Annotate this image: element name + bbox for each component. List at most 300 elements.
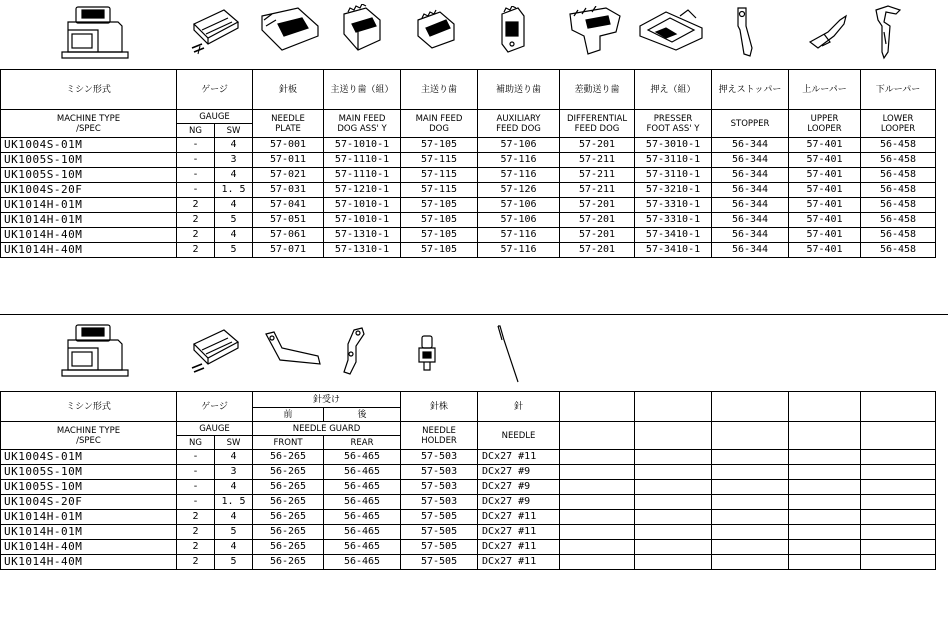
empty-cell (560, 465, 635, 480)
feed-dog-assembly-icon (258, 6, 322, 54)
cell-guard-front: 56-265 (253, 555, 324, 570)
label-line-2: HOLDER (421, 435, 457, 446)
cell-ng: 2 (177, 555, 215, 570)
cell-sw: 4 (215, 450, 253, 465)
col-header-gauge-jp: ゲージ (177, 392, 253, 422)
header-row-en-1 (1, 422, 936, 436)
parts-illustrations-top (0, 0, 948, 70)
col-header-machine-en (1, 422, 177, 450)
gauge-plate-icon (188, 328, 244, 378)
label-line-2: LOOPER (880, 123, 916, 134)
table-row (1, 183, 936, 198)
cell-diff-feed-dog: 57-201 (560, 243, 635, 258)
cell-main-feed-dog: 57-115 (401, 183, 478, 198)
cell-diff-feed-dog: 57-201 (560, 228, 635, 243)
empty-cell (861, 480, 936, 495)
empty-cell (861, 422, 936, 450)
sewing-machine-icon (58, 4, 132, 62)
empty-cell (635, 525, 712, 540)
main-feed-dog-icon (412, 8, 460, 52)
cell-guard-front: 56-265 (253, 495, 324, 510)
cell-guard-front: 56-265 (253, 450, 324, 465)
label-line-1: NEEDLE (422, 425, 456, 436)
col-header-presser-foot-en (635, 110, 712, 138)
empty-cell (635, 540, 712, 555)
cell-main-feed-dog-assy: 57-1010-1 (324, 138, 401, 153)
needle-icon (492, 324, 522, 384)
spec-label: /SPEC (76, 435, 101, 446)
empty-cell (712, 495, 789, 510)
empty-cell (712, 540, 789, 555)
parts-table-top (0, 69, 936, 258)
table-row (1, 540, 936, 555)
cell-needle-holder: 57-503 (401, 480, 478, 495)
header-row-jp (1, 70, 936, 110)
cell-lower-looper: 56-458 (861, 213, 936, 228)
col-header-aux-feed-dog-jp: 補助送り歯 (478, 70, 560, 110)
cell-guard-rear: 56-465 (324, 480, 401, 495)
cell-presser-foot: 57-3110-1 (635, 153, 712, 168)
parts-table-bottom-body (1, 450, 936, 570)
cell-sw: 4 (215, 198, 253, 213)
header-row-en-1 (1, 110, 936, 124)
cell-stopper: 56-344 (712, 228, 789, 243)
cell-upper-looper: 57-401 (789, 228, 861, 243)
empty-cell (789, 422, 861, 450)
empty-cell (635, 555, 712, 570)
col-header-gauge-en: GAUGE (177, 422, 253, 436)
cell-needle-plate: 57-001 (253, 138, 324, 153)
cell-model: UK1014H-01M (1, 510, 177, 525)
cell-lower-looper: 56-458 (861, 198, 936, 213)
cell-main-feed-dog: 57-105 (401, 198, 478, 213)
table-row (1, 138, 936, 153)
cell-stopper: 56-344 (712, 243, 789, 258)
machine-type-label: MACHINE TYPE (56, 425, 121, 436)
empty-cell (789, 392, 861, 422)
col-header-gauge-en: GAUGE (177, 110, 253, 124)
cell-needle-holder: 57-503 (401, 465, 478, 480)
cell-model: UK1005S-10M (1, 168, 177, 183)
cell-aux-feed-dog: 57-116 (478, 243, 560, 258)
cell-model: UK1014H-40M (1, 243, 177, 258)
table-row (1, 153, 936, 168)
cell-main-feed-dog-assy: 57-1010-1 (324, 213, 401, 228)
cell-needle-plate: 57-061 (253, 228, 324, 243)
col-header-machine-jp: ミシン形式 (1, 70, 177, 110)
cell-needle: DCx27 #11 (478, 540, 560, 555)
cell-lower-looper: 56-458 (861, 228, 936, 243)
empty-cell (789, 465, 861, 480)
cell-sw: 5 (215, 213, 253, 228)
cell-needle: DCx27 #11 (478, 450, 560, 465)
empty-cell (861, 495, 936, 510)
label-line-2: FEED DOG (574, 123, 620, 134)
cell-diff-feed-dog: 57-211 (560, 153, 635, 168)
table-row (1, 213, 936, 228)
cell-lower-looper: 56-458 (861, 168, 936, 183)
cell-model: UK1014H-01M (1, 525, 177, 540)
cell-presser-foot: 57-3410-1 (635, 243, 712, 258)
cell-needle-plate: 57-071 (253, 243, 324, 258)
cell-model: UK1014H-01M (1, 213, 177, 228)
col-header-presser-foot-jp: 押え（組） (635, 70, 712, 110)
label-line-1: AUXILIARY (496, 113, 541, 124)
table-row (1, 168, 936, 183)
needle-plate-icon (188, 8, 244, 58)
cell-ng: 2 (177, 228, 215, 243)
auxiliary-feed-dog-icon (494, 6, 530, 56)
cell-ng: 2 (177, 243, 215, 258)
label-line-2: LOOPER (807, 123, 842, 134)
cell-sw: 1. 5 (215, 183, 253, 198)
col-header-front-en: FRONT (253, 436, 324, 450)
cell-needle-holder: 57-503 (401, 495, 478, 510)
cell-model: UK1004S-20F (1, 495, 177, 510)
cell-needle: DCx27 #11 (478, 525, 560, 540)
table-row (1, 465, 936, 480)
cell-main-feed-dog-assy: 57-1310-1 (324, 243, 401, 258)
cell-needle-holder: 57-505 (401, 525, 478, 540)
col-header-lower-looper-jp: 下ルーパー (861, 70, 936, 110)
cell-diff-feed-dog: 57-201 (560, 213, 635, 228)
cell-model: UK1004S-20F (1, 183, 177, 198)
cell-upper-looper: 57-401 (789, 168, 861, 183)
cell-aux-feed-dog: 57-116 (478, 153, 560, 168)
cell-presser-foot: 57-3410-1 (635, 228, 712, 243)
cell-presser-foot: 57-3210-1 (635, 183, 712, 198)
cell-model: UK1014H-01M (1, 198, 177, 213)
cell-needle: DCx27 #9 (478, 465, 560, 480)
table-row (1, 525, 936, 540)
cell-lower-looper: 56-458 (861, 138, 936, 153)
table-row (1, 450, 936, 465)
cell-needle-holder: 57-505 (401, 510, 478, 525)
col-header-main-feed-dog-assy-en (324, 110, 401, 138)
empty-cell (861, 392, 936, 422)
needle-guard-front-icon (262, 330, 324, 370)
empty-cell (712, 392, 789, 422)
cell-model: UK1004S-01M (1, 450, 177, 465)
cell-main-feed-dog-assy: 57-1310-1 (324, 228, 401, 243)
empty-cell (861, 465, 936, 480)
cell-aux-feed-dog: 57-126 (478, 183, 560, 198)
cell-ng: - (177, 183, 215, 198)
empty-cell (635, 510, 712, 525)
cell-stopper: 56-344 (712, 153, 789, 168)
cell-model: UK1004S-01M (1, 138, 177, 153)
col-header-sw: SW (215, 436, 253, 450)
col-header-ng: NG (177, 436, 215, 450)
cell-needle-holder: 57-505 (401, 540, 478, 555)
lower-looper-icon (870, 4, 906, 60)
cell-guard-front: 56-265 (253, 540, 324, 555)
col-header-front-jp: 前 (253, 408, 324, 422)
empty-cell (635, 465, 712, 480)
cell-diff-feed-dog: 57-201 (560, 138, 635, 153)
cell-model: UK1014H-40M (1, 228, 177, 243)
cell-upper-looper: 57-401 (789, 183, 861, 198)
cell-sw: 4 (215, 480, 253, 495)
header-row-jp-1 (1, 392, 936, 408)
col-header-diff-feed-dog-jp: 差動送り歯 (560, 70, 635, 110)
empty-cell (789, 540, 861, 555)
cell-sw: 4 (215, 138, 253, 153)
label-line-2: DOG (429, 123, 449, 134)
cell-aux-feed-dog: 57-116 (478, 168, 560, 183)
cell-main-feed-dog-assy: 57-1110-1 (324, 168, 401, 183)
cell-needle-holder: 57-505 (401, 555, 478, 570)
cell-needle-plate: 57-041 (253, 198, 324, 213)
sewing-machine-icon (58, 322, 132, 380)
col-header-needle-jp: 針 (478, 392, 560, 422)
col-header-rear-en: REAR (324, 436, 401, 450)
cell-needle: DCx27 #9 (478, 480, 560, 495)
table-row (1, 480, 936, 495)
cell-guard-rear: 56-465 (324, 510, 401, 525)
cell-guard-rear: 56-465 (324, 465, 401, 480)
cell-ng: 2 (177, 198, 215, 213)
cell-diff-feed-dog: 57-211 (560, 168, 635, 183)
col-header-main-feed-dog-en (401, 110, 478, 138)
cell-guard-rear: 56-465 (324, 525, 401, 540)
table-row (1, 228, 936, 243)
spec-label: /SPEC (76, 123, 101, 134)
cell-diff-feed-dog: 57-211 (560, 183, 635, 198)
cell-guard-front: 56-265 (253, 480, 324, 495)
cell-stopper: 56-344 (712, 168, 789, 183)
cell-lower-looper: 56-458 (861, 243, 936, 258)
cell-ng: - (177, 465, 215, 480)
label-line-1: UPPER (810, 113, 839, 124)
label-line-1: PRESSER (653, 113, 693, 124)
cell-guard-front: 56-265 (253, 525, 324, 540)
cell-needle-plate: 57-021 (253, 168, 324, 183)
col-header-stopper-jp: 押えストッパー (712, 70, 789, 110)
cell-stopper: 56-344 (712, 198, 789, 213)
label-line-2: FEED DOG (496, 123, 541, 134)
table-row (1, 510, 936, 525)
label-line-1: LOWER (882, 113, 914, 124)
empty-cell (861, 510, 936, 525)
empty-cell (560, 450, 635, 465)
col-header-needle-plate-en (253, 110, 324, 138)
cell-guard-rear: 56-465 (324, 555, 401, 570)
cell-sw: 4 (215, 540, 253, 555)
col-header-gauge-jp: ゲージ (177, 70, 253, 110)
stopper-icon (728, 6, 758, 60)
empty-cell (712, 555, 789, 570)
table-row (1, 198, 936, 213)
cell-main-feed-dog: 57-115 (401, 153, 478, 168)
cell-aux-feed-dog: 57-106 (478, 198, 560, 213)
col-header-sw: SW (215, 124, 253, 138)
cell-lower-looper: 56-458 (861, 183, 936, 198)
cell-guard-rear: 56-465 (324, 540, 401, 555)
cell-model: UK1014H-40M (1, 555, 177, 570)
empty-cell (560, 422, 635, 450)
label-line-1: MAIN FEED (338, 113, 386, 124)
empty-cell (560, 540, 635, 555)
empty-cell (712, 422, 789, 450)
empty-cell (861, 525, 936, 540)
empty-cell (789, 510, 861, 525)
cell-stopper: 56-344 (712, 138, 789, 153)
cell-needle: DCx27 #11 (478, 555, 560, 570)
cell-ng: - (177, 153, 215, 168)
needle-holder-icon (416, 334, 438, 374)
cell-stopper: 56-344 (712, 183, 789, 198)
empty-cell (560, 510, 635, 525)
empty-cell (861, 450, 936, 465)
table-row (1, 555, 936, 570)
cell-sw: 1. 5 (215, 495, 253, 510)
cell-ng: - (177, 495, 215, 510)
empty-cell (789, 450, 861, 465)
label-line-1: STOPPER (730, 118, 770, 129)
cell-sw: 4 (215, 168, 253, 183)
cell-presser-foot: 57-3010-1 (635, 138, 712, 153)
cell-presser-foot: 57-3310-1 (635, 213, 712, 228)
col-header-main-feed-dog-assy-jp: 主送り歯（組） (324, 70, 401, 110)
cell-needle-plate: 57-051 (253, 213, 324, 228)
cell-aux-feed-dog: 57-106 (478, 138, 560, 153)
cell-guard-front: 56-265 (253, 510, 324, 525)
cell-ng: - (177, 480, 215, 495)
cell-model: UK1014H-40M (1, 540, 177, 555)
cell-needle-holder: 57-503 (401, 450, 478, 465)
cell-upper-looper: 57-401 (789, 138, 861, 153)
cell-sw: 4 (215, 228, 253, 243)
col-header-machine-jp: ミシン形式 (1, 392, 177, 422)
cell-upper-looper: 57-401 (789, 213, 861, 228)
col-header-machine-en (1, 110, 177, 138)
table-row (1, 243, 936, 258)
label-line-2: PLATE (275, 123, 301, 134)
cell-model: UK1005S-10M (1, 153, 177, 168)
cell-sw: 5 (215, 555, 253, 570)
cell-needle-plate: 57-011 (253, 153, 324, 168)
cell-guard-rear: 56-465 (324, 450, 401, 465)
col-header-diff-feed-dog-en (560, 110, 635, 138)
cell-main-feed-dog: 57-105 (401, 213, 478, 228)
cell-ng: 2 (177, 540, 215, 555)
col-header-guard-en: NEEDLE GUARD (253, 422, 401, 436)
cell-sw: 4 (215, 510, 253, 525)
col-header-holder-en (401, 422, 478, 450)
cell-needle: DCx27 #9 (478, 495, 560, 510)
machine-type-label: MACHINE TYPE (56, 113, 121, 124)
cell-presser-foot: 57-3110-1 (635, 168, 712, 183)
empty-cell (789, 495, 861, 510)
empty-cell (712, 480, 789, 495)
empty-cell (560, 495, 635, 510)
label-line-1: DIFFERENTIAL (566, 113, 628, 124)
cell-sw: 3 (215, 153, 253, 168)
col-header-holder-jp: 針株 (401, 392, 478, 422)
col-header-ng: NG (177, 124, 215, 138)
cell-main-feed-dog-assy: 57-1010-1 (324, 198, 401, 213)
cell-ng: - (177, 138, 215, 153)
cell-upper-looper: 57-401 (789, 198, 861, 213)
cell-aux-feed-dog: 57-106 (478, 213, 560, 228)
col-header-stopper-en (712, 110, 789, 138)
cell-ng: 2 (177, 525, 215, 540)
empty-cell (635, 495, 712, 510)
upper-looper-icon (806, 14, 850, 50)
section-divider (0, 314, 948, 315)
cell-sw: 5 (215, 525, 253, 540)
cell-needle: DCx27 #11 (478, 510, 560, 525)
empty-cell (635, 450, 712, 465)
cell-main-feed-dog-assy: 57-1210-1 (324, 183, 401, 198)
empty-cell (712, 450, 789, 465)
col-header-upper-looper-jp: 上ルーパー (789, 70, 861, 110)
col-header-main-feed-dog-jp: 主送り歯 (401, 70, 478, 110)
cell-upper-looper: 57-401 (789, 243, 861, 258)
cell-model: UK1005S-10M (1, 465, 177, 480)
col-header-needle-en: NEEDLE (478, 422, 560, 450)
parts-table-top-body (1, 138, 936, 258)
cell-model: UK1005S-10M (1, 480, 177, 495)
cell-main-feed-dog: 57-105 (401, 243, 478, 258)
cell-main-feed-dog: 57-115 (401, 168, 478, 183)
empty-cell (560, 392, 635, 422)
col-header-aux-feed-dog-en (478, 110, 560, 138)
cell-aux-feed-dog: 57-116 (478, 228, 560, 243)
empty-cell (861, 540, 936, 555)
cell-upper-looper: 57-401 (789, 153, 861, 168)
cell-ng: - (177, 168, 215, 183)
label-line-1: NEEDLE (271, 113, 305, 124)
cell-presser-foot: 57-3310-1 (635, 198, 712, 213)
col-header-needle-plate-jp: 針板 (253, 70, 324, 110)
empty-cell (789, 480, 861, 495)
col-header-rear-jp: 後 (324, 408, 401, 422)
cell-needle-plate: 57-031 (253, 183, 324, 198)
empty-cell (712, 465, 789, 480)
parts-illustrations-bottom (0, 320, 948, 390)
col-header-lower-looper-en (861, 110, 936, 138)
cell-main-feed-dog-assy: 57-1110-1 (324, 153, 401, 168)
empty-cell (635, 422, 712, 450)
cell-diff-feed-dog: 57-201 (560, 198, 635, 213)
empty-cell (789, 555, 861, 570)
main-feed-dog-assembly-icon (336, 4, 388, 54)
differential-feed-dog-icon (566, 6, 624, 56)
label-line-1: MAIN FEED (415, 113, 463, 124)
empty-cell (560, 480, 635, 495)
cell-ng: 2 (177, 510, 215, 525)
cell-main-feed-dog: 57-105 (401, 228, 478, 243)
cell-stopper: 56-344 (712, 213, 789, 228)
cell-ng: 2 (177, 213, 215, 228)
empty-cell (861, 555, 936, 570)
col-header-upper-looper-en (789, 110, 861, 138)
empty-cell (635, 480, 712, 495)
empty-cell (635, 392, 712, 422)
empty-cell (789, 525, 861, 540)
presser-foot-icon (636, 8, 708, 54)
col-header-guard-jp: 針受け (253, 392, 401, 408)
cell-guard-front: 56-265 (253, 465, 324, 480)
cell-main-feed-dog: 57-105 (401, 138, 478, 153)
cell-ng: - (177, 450, 215, 465)
table-row (1, 495, 936, 510)
parts-table-bottom (0, 391, 936, 570)
cell-lower-looper: 56-458 (861, 153, 936, 168)
cell-sw: 3 (215, 465, 253, 480)
